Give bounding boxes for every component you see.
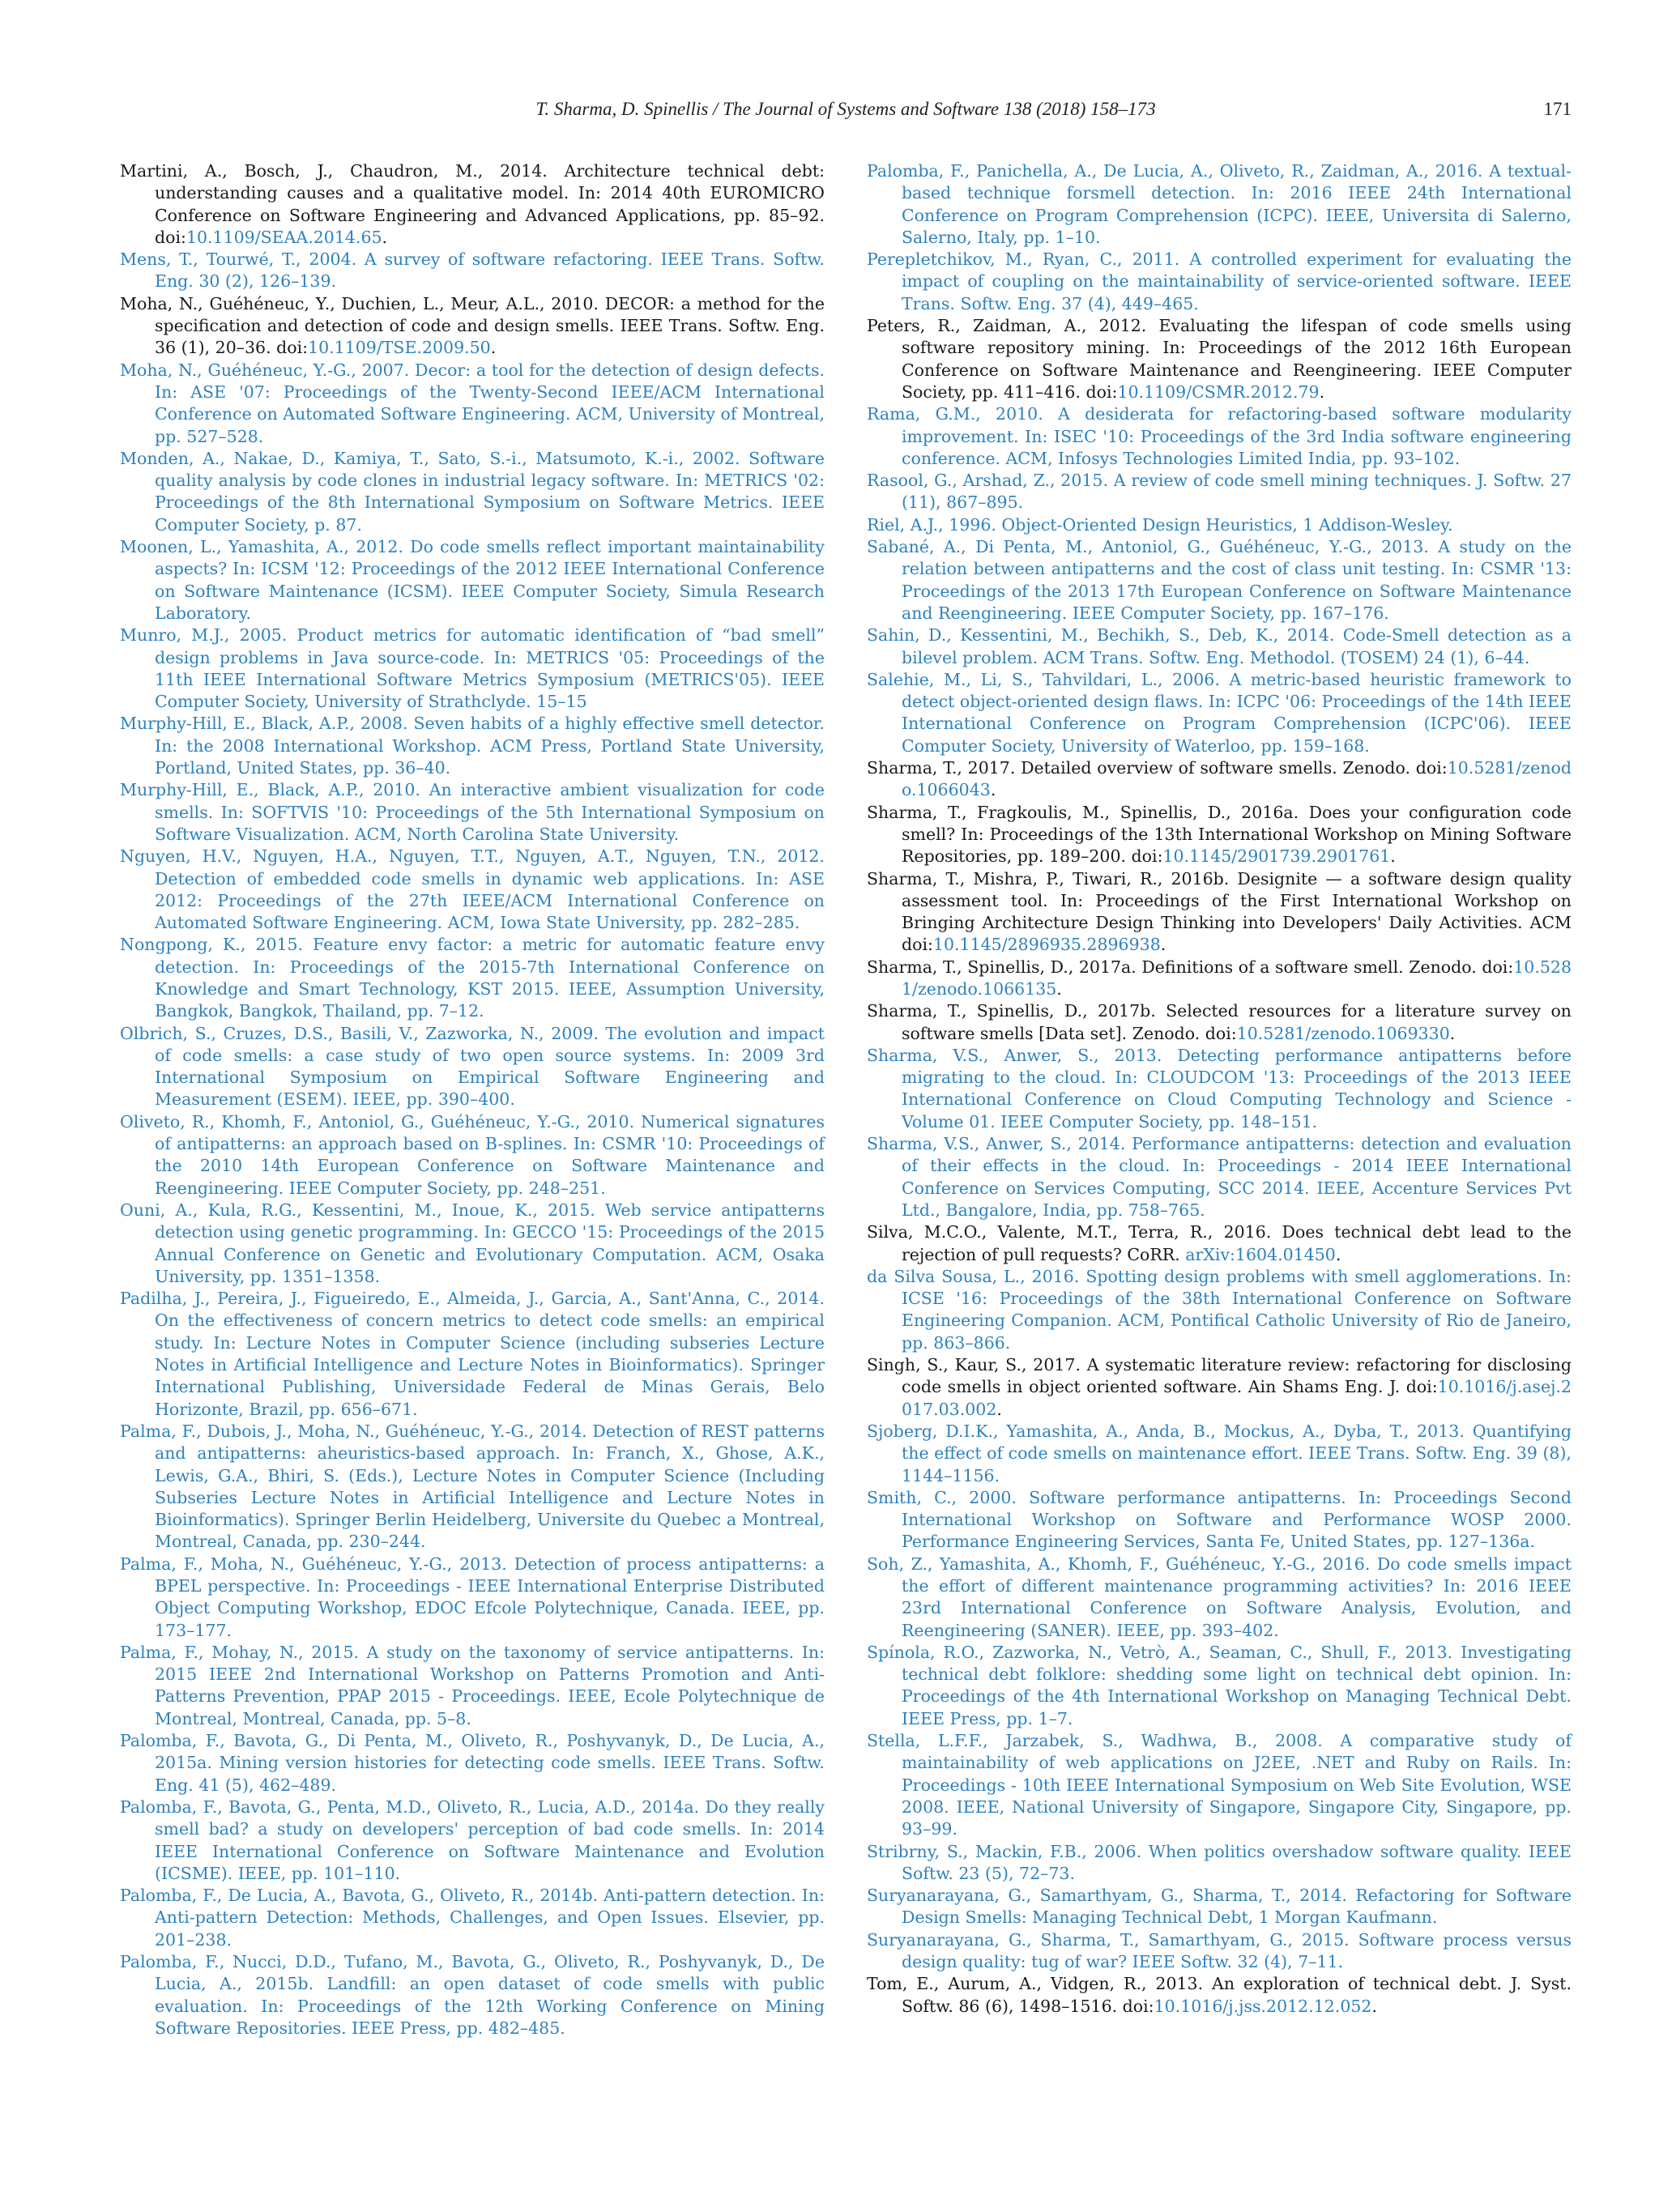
reference-text: Sharma, V.S., Anwer, S., 2013. Detecting performance antipatterns before migrating to the cloud. In: CLOUDCOM '13: Proceedings of the 2013 IEEE International Conference on Cloud Computing Technology and Science - Volume 01. IEEE Computer Society, pp. 148–151. bbox=[867, 1045, 1572, 1132]
reference-entry bbox=[867, 1973, 1572, 2018]
reference-text: Soh, Z., Yamashita, A., Khomh, F., Guéhéneuc, Y.-G., 2016. Do code smells impact the effort of different maintenance programming activities? In: 2016 IEEE 23rd International Conference on Software Analysis, Evolution, and Reengineering (SANER). IEEE, pp. 393–402. bbox=[867, 1554, 1572, 1640]
reference-text: Ouni, A., Kula, R.G., Kessentini, M., Inoue, K., 2015. Web service antipatterns detection using genetic programming. In: GECCO '15: Proceedings of the 2015 Annual Conference on Genetic and Evolutionary Computation. ACM, Osaka University, pp. 1351–1358. bbox=[120, 1200, 825, 1286]
doi-link[interactable]: 10.5281/zenodo.1066043 bbox=[902, 758, 1572, 800]
reference-entry bbox=[867, 868, 1572, 957]
reference-entry bbox=[120, 160, 825, 249]
reference-entry bbox=[867, 1000, 1572, 1045]
reference-text: Sharma, T., 2017. Detailed overview of software smells. Zenodo. doi: bbox=[867, 758, 1448, 778]
reference-text: Olbrich, S., Cruzes, D.S., Basili, V., Zazworka, N., 2009. The evolution and impact of code smells: a case study of two open source systems. In: 2009 3rd International Symposium on Empirical Software Engineering and Measurement (ESEM). IEEE, pp. 390–400. bbox=[120, 1023, 825, 1110]
doi-link[interactable]: 10.1109/CSMR.2012.79 bbox=[1117, 381, 1320, 402]
doi-link[interactable]: 10.1109/TSE.2009.50 bbox=[308, 338, 491, 358]
doi-link[interactable]: arXiv:1604.01450 bbox=[1185, 1244, 1336, 1264]
reference-entry[interactable] bbox=[867, 514, 1572, 536]
reference-text: Moha, N., Guéhéneuc, Y., Duchien, L., Meur, A.L., 2010. DECOR: a method for the specification and detection of code and design smells. IEEE Trans. Softw. Eng. 36 (1), 20–36. doi: bbox=[120, 293, 825, 358]
reference-tail: . bbox=[1371, 1996, 1378, 2016]
reference-tail: . bbox=[1335, 1244, 1341, 1264]
reference-text: Palomba, F., Nucci, D.D., Tufano, M., Bavota, G., Oliveto, R., Poshyvanyk, D., De Lucia, A., 2015b. Landfill: an open dataset of code smells with public evaluation. In: Proceedings of the 12th Working Conference on Mining Software Repositories. IEEE Press, pp. 482–485. bbox=[120, 1952, 825, 2038]
reference-text: Sabané, A., Di Penta, M., Antoniol, G., Guéhéneuc, Y.-G., 2013. A study on the relation between antipatterns and the cost of class unit testing. In: CSMR '13: Proceedings of the 2013 17th European Conference on Software Maintenance and Reengineering. IEEE Computer Society, pp. 167–176. bbox=[867, 537, 1572, 623]
reference-entry[interactable] bbox=[120, 1730, 825, 1796]
reference-text: Sharma, T., Spinellis, D., 2017b. Selected resources for a literature survey on software smells [Data set]. Zenodo. doi: bbox=[867, 1001, 1572, 1043]
reference-text: Palomba, F., De Lucia, A., Bavota, G., Oliveto, R., 2014b. Anti-pattern detection. In: Anti-pattern Detection: Methods, Challenges, and Open Issues. Elsevier, pp. 201–238. bbox=[120, 1886, 825, 1950]
reference-text: Perepletchikov, M., Ryan, C., 2011. A controlled experiment for evaluating the impact of coupling on the maintainability of service-oriented software. IEEE Trans. Softw. Eng. 37 (4), 449–465. bbox=[867, 249, 1572, 313]
reference-entry[interactable] bbox=[120, 1111, 825, 1200]
reference-text: Silva, M.C.O., Valente, M.T., Terra, R., 2016. Does technical debt lead to the rejection of pull requests? CoRR. bbox=[867, 1222, 1572, 1264]
reference-entry[interactable] bbox=[120, 1023, 825, 1111]
reference-entry[interactable] bbox=[120, 1288, 825, 1421]
references-left-column bbox=[120, 160, 825, 2039]
reference-entry[interactable] bbox=[120, 448, 825, 536]
page-number: 171 bbox=[1543, 99, 1572, 119]
reference-text: Sahin, D., Kessentini, M., Bechikh, S., Deb, K., 2014. Code-Smell detection as a bilevel problem. ACM Trans. Softw. Eng. Methodol. (TOSEM) 24 (1), 6–44. bbox=[867, 625, 1572, 667]
doi-link[interactable]: 10.1145/2901739.2901761 bbox=[1162, 846, 1391, 867]
reference-text: Murphy-Hill, E., Black, A.P., 2008. Seven habits of a highly effective smell detector. In: the 2008 International Workshop. ACM Press, Portland State University, Portland, United States, pp. 36–40. bbox=[120, 714, 825, 778]
reference-text: Nguyen, H.V., Nguyen, H.A., Nguyen, T.T., Nguyen, A.T., Nguyen, T.N., 2012. Detection of embedded code smells in dynamic web applications. In: ASE 2012: Proceedings of the 27th IEEE/ACM International Conference on Automated Software Engineering. ACM, Iowa State University, pp. 282–285. bbox=[120, 846, 825, 933]
reference-text: Stribrny, S., Mackin, F.B., 2006. When politics overshadow software quality. IEEE Softw. 23 (5), 72–73. bbox=[867, 1841, 1572, 1883]
reference-text: Rama, G.M., 2010. A desiderata for refactoring-based software modularity improvement. In: ISEC '10: Proceedings of the 3rd India software engineering conference. ACM, Infosys Technologies Limited India, pp. 93–102. bbox=[867, 404, 1572, 468]
reference-entry bbox=[867, 315, 1572, 403]
reference-entry[interactable] bbox=[120, 1554, 825, 1642]
reference-entry[interactable] bbox=[120, 536, 825, 624]
reference-tail: . bbox=[382, 227, 388, 247]
doi-link[interactable]: 10.1016/j.jss.2012.12.052 bbox=[1154, 1996, 1372, 2016]
doi-link[interactable]: 10.5281/zenodo.1066135 bbox=[902, 957, 1572, 999]
reference-text: Padilha, J., Pereira, J., Figueiredo, E., Almeida, J., Garcia, A., Sant'Anna, C., 2014. On the effectiveness of concern metrics to detect code smells: an empirical study. In: Lecture Notes in Computer Science (including subseries Lecture Notes in Artificial Intelligence and Lecture Notes in Bioinformatics). Springer International Publishing, Universidade Federal de Minas Gerais, Belo Horizonte, Brazil, pp. 656–671. bbox=[120, 1289, 825, 1419]
reference-entry[interactable] bbox=[867, 536, 1572, 624]
reference-text: Sharma, T., Mishra, P., Tiwari, R., 2016b. Designite — a software design quality assessment tool. In: Proceedings of the First International Workshop on Bringing Architecture Design Thinking into Developers' Daily Activities. ACM doi: bbox=[867, 868, 1572, 955]
reference-tail: . bbox=[1449, 1023, 1456, 1043]
reference-text: Monden, A., Nakae, D., Kamiya, T., Sato, S.-i., Matsumoto, K.-i., 2002. Software quality analysis by code clones in industrial legacy software. In: METRICS '02: Proceedings of the 8th International Symposium on Software Metrics. IEEE Computer Society, p. 87. bbox=[120, 448, 825, 535]
reference-text: Sharma, T., Spinellis, D., 2017a. Definitions of a software smell. Zenodo. doi: bbox=[867, 957, 1514, 977]
reference-entry[interactable] bbox=[867, 249, 1572, 315]
references-right-column bbox=[867, 160, 1572, 2018]
reference-entry[interactable] bbox=[120, 846, 825, 934]
reference-tail: . bbox=[490, 338, 497, 358]
reference-text: Suryanarayana, G., Samarthyam, G., Sharma, T., 2014. Refactoring for Software Design Smells: Managing Technical Debt, 1 Morgan Kaufmann. bbox=[867, 1886, 1572, 1928]
page-header bbox=[120, 99, 1572, 126]
reference-tail: . bbox=[996, 1399, 1002, 1419]
doi-link[interactable]: 10.5281/zenodo.1069330 bbox=[1236, 1023, 1450, 1043]
reference-text: da Silva Sousa, L., 2016. Spotting design problems with smell agglomerations. In: ICSE '16: Proceedings of the 38th International Conference on Software Engineering Companion. ACM, Pontifical Catholic University of Rio de Janeiro, pp. 863–866. bbox=[867, 1266, 1572, 1353]
reference-entry[interactable] bbox=[867, 1133, 1572, 1221]
reference-entry bbox=[867, 957, 1572, 1001]
reference-entry[interactable] bbox=[867, 624, 1572, 669]
reference-tail: . bbox=[990, 780, 996, 800]
reference-text: Munro, M.J., 2005. Product metrics for automatic identification of “bad smell” design problems in Java source-code. In: METRICS '05: Proceedings of the 11th IEEE International Software Metrics Symposium (METRICS'05). IEEE Computer Society, University of Strathclyde. 15–15 bbox=[120, 625, 825, 712]
reference-entry[interactable] bbox=[120, 934, 825, 1022]
doi-link[interactable]: 10.1145/2896935.2896938 bbox=[932, 935, 1161, 955]
reference-entry[interactable] bbox=[867, 1642, 1572, 1730]
reference-entry[interactable] bbox=[120, 779, 825, 846]
running-header: T. Sharma, D. Spinellis / The Journal of Systems and Software 138 (2018) 158–173 bbox=[535, 99, 1156, 119]
reference-text: Spínola, R.O., Zazworka, N., Vetrò, A., Seaman, C., Shull, F., 2013. Investigating technical debt folklore: shedding some light on technical debt opinion. In: Proceedings of the 4th International Workshop on Managing Technical Debt. IEEE Press, pp. 1–7. bbox=[867, 1642, 1572, 1728]
reference-text: Sharma, V.S., Anwer, S., 2014. Performance antipatterns: detection and evaluation of their effects in the cloud. In: Proceedings - 2014 IEEE International Conference on Services Computing, SCC 2014. IEEE, Accenture Services Pvt Ltd., Bangalore, India, pp. 758–765. bbox=[867, 1134, 1572, 1220]
reference-text: Rasool, G., Arshad, Z., 2015. A review of code smell mining techniques. J. Softw. 27 (11), 867–895. bbox=[867, 471, 1572, 513]
reference-text: Palomba, F., Panichella, A., De Lucia, A., Oliveto, R., Zaidman, A., 2016. A textual-based technique forsmell detection. In: 2016 IEEE 24th International Conference on Program Comprehension (ICPC). IEEE, Universita di Salerno, Salerno, Italy, pp. 1–10. bbox=[867, 161, 1572, 247]
reference-entry[interactable] bbox=[867, 1885, 1572, 1929]
reference-text: Salehie, M., Li, S., Tahvildari, L., 2006. A metric-based heuristic framework to detect object-oriented design flaws. In: ICPC '06: Proceedings of the 14th IEEE International Conference on Program Comprehension (ICPC'06). IEEE Computer Society, University of Waterloo, pp. 159–168. bbox=[867, 669, 1572, 756]
reference-entry[interactable] bbox=[867, 1266, 1572, 1354]
reference-entry bbox=[867, 802, 1572, 868]
reference-entry[interactable] bbox=[867, 470, 1572, 514]
reference-entry bbox=[867, 1354, 1572, 1421]
reference-entry[interactable] bbox=[867, 1045, 1572, 1133]
reference-text: Murphy-Hill, E., Black, A.P., 2010. An interactive ambient visualization for code smells. In: SOFTVIS '10: Proceedings of the 5th International Symposium on Software Visualization. ACM, North Carolina State University. bbox=[120, 780, 825, 844]
reference-text: Peters, R., Zaidman, A., 2012. Evaluating the lifespan of code smells using software repository mining. In: Proceedings of the 2012 16th European Conference on Software Maintenance and Reengineering. IEEE Computer Society, pp. 411–416. doi: bbox=[867, 316, 1572, 402]
reference-tail: . bbox=[1319, 381, 1325, 402]
reference-text: Palomba, F., Bavota, G., Penta, M.D., Oliveto, R., Lucia, A.D., 2014a. Do they really smell bad? a study on developers' perception of bad code smells. In: 2014 IEEE International Conference on Software Maintenance and Evolution (ICSME). IEEE, pp. 101–110. bbox=[120, 1796, 825, 1883]
reference-entry bbox=[867, 757, 1572, 802]
reference-tail: . bbox=[1056, 978, 1062, 999]
reference-text: Sjoberg, D.I.K., Yamashita, A., Anda, B., Mockus, A., Dyba, T., 2013. Quantifying the effect of code smells on maintenance effort. IEEE Trans. Softw. Eng. 39 (8), 1144–1156. bbox=[867, 1421, 1572, 1485]
reference-text: Palma, F., Dubois, J., Moha, N., Guéhéneuc, Y.-G., 2014. Detection of REST patterns and antipatterns: aheuristics-based approach. In: Franch, X., Ghose, A.K., Lewis, G.A., Bhiri, S. (Eds.), Lecture Notes in Computer Science (Including Subseries Lecture Notes in Artificial Intelligence and Lecture Notes in Bioinformatics). Springer Berlin Heidelberg, Universite du Quebec a Montreal, Montreal, Canada, pp. 230–244. bbox=[120, 1421, 825, 1552]
reference-text: Nongpong, K., 2015. Feature envy factor: a metric for automatic feature envy detection. In: Proceedings of the 2015-7th International Conference on Knowledge and Smart Technology, KST 2015. IEEE, Assumption University, Bangkok, Bangkok, Thailand, pp. 7–12. bbox=[120, 935, 825, 1021]
reference-text: Suryanarayana, G., Sharma, T., Samarthyam, G., 2015. Software process versus design quality: tug of war? IEEE Softw. 32 (4), 7–11. bbox=[867, 1929, 1572, 1972]
reference-entry[interactable] bbox=[120, 1421, 825, 1554]
reference-entry[interactable] bbox=[120, 1885, 825, 1951]
reference-entry[interactable] bbox=[867, 160, 1572, 249]
reference-text: Stella, L.F.F., Jarzabek, S., Wadhwa, B., 2008. A comparative study of maintainability of web applications on J2EE, .NET and Ruby on Rails. In: Proceedings - 10th IEEE International Symposium on Web Site Evolution, WSE 2008. IEEE, National University of Singapore, Singapore City, Singapore, pp. 93–99. bbox=[867, 1731, 1572, 1839]
reference-entry[interactable] bbox=[120, 1200, 825, 1288]
reference-text: Tom, E., Aurum, A., Vidgen, R., 2013. An exploration of technical debt. J. Syst. Softw. 86 (6), 1498–1516. doi: bbox=[867, 1974, 1572, 2016]
reference-entry[interactable] bbox=[867, 1929, 1572, 1974]
reference-text: Moha, N., Guéhéneuc, Y.-G., 2007. Decor: a tool for the detection of design defects. In: ASE '07: Proceedings of the Twenty-Second IEEE/ACM International Conference on Automated Software Engineering. ACM, University of Montreal, pp. 527–528. bbox=[120, 360, 825, 446]
reference-entry[interactable] bbox=[120, 1951, 825, 2039]
reference-text: Moonen, L., Yamashita, A., 2012. Do code smells reflect important maintainability aspects? In: ICSM '12: Proceedings of the 2012 IEEE International Conference on Software Maintenance (ICSM). IEEE Computer Society, Simula Research Laboratory. bbox=[120, 537, 825, 623]
reference-entry[interactable] bbox=[120, 249, 825, 293]
reference-entry[interactable] bbox=[120, 1796, 825, 1885]
reference-text: Palma, F., Moha, N., Guéhéneuc, Y.-G., 2013. Detection of process antipatterns: a BPEL perspective. In: Proceedings - IEEE International Enterprise Distributed Object Computing Workshop, EDOC Efcole Polytechnique, Canada. IEEE, pp. 173–177. bbox=[120, 1554, 825, 1640]
reference-text: Sharma, T., Fragkoulis, M., Spinellis, D., 2016a. Does your configuration code smell? In: Proceedings of the 13th International Workshop on Mining Software Repositories, pp. 189–200. doi: bbox=[867, 802, 1572, 867]
reference-text: Mens, T., Tourwé, T., 2004. A survey of software refactoring. IEEE Trans. Softw. Eng. 30 (2), 126–139. bbox=[120, 249, 825, 292]
reference-text: Palomba, F., Bavota, G., Di Penta, M., Oliveto, R., Poshyvanyk, D., De Lucia, A., 2015a. Mining version histories for detecting code smells. IEEE Trans. Softw. Eng. 41 (5), 462–489. bbox=[120, 1731, 825, 1795]
reference-text: Smith, C., 2000. Software performance antipatterns. In: Proceedings Second International Workshop on Software and Performance WOSP 2000. Performance Engineering Services, Santa Fe, United States, pp. 127–136a. bbox=[867, 1487, 1572, 1552]
reference-tail: . bbox=[1390, 846, 1396, 867]
reference-entry[interactable] bbox=[867, 1730, 1572, 1840]
reference-entry[interactable] bbox=[867, 1554, 1572, 1642]
reference-text: Martini, A., Bosch, J., Chaudron, M., 2014. Architecture technical debt: understanding causes and a qualitative model. In: 2014 40th EUROMICRO Conference on Software Engineering and Advanced Applications, pp. 85–92. doi: bbox=[120, 161, 825, 247]
reference-entry[interactable] bbox=[120, 624, 825, 713]
doi-link[interactable]: 10.1016/j.asej.2017.03.002 bbox=[902, 1377, 1572, 1419]
reference-entry[interactable] bbox=[867, 669, 1572, 757]
reference-entry[interactable] bbox=[867, 1421, 1572, 1487]
reference-text: Palma, F., Mohay, N., 2015. A study on the taxonomy of service antipatterns. In: 2015 IEEE 2nd International Workshop on Patterns Promotion and Anti-Patterns Prevention, PPAP 2015 - Proceedings. IEEE, Ecole Polytechnique de Montreal, Montreal, Canada, pp. 5–8. bbox=[120, 1642, 825, 1728]
reference-entry[interactable] bbox=[120, 360, 825, 448]
reference-entry bbox=[867, 1221, 1572, 1266]
reference-text: Oliveto, R., Khomh, F., Antoniol, G., Guéhéneuc, Y.-G., 2010. Numerical signatures of antipatterns: an approach based on B-splines. In: CSMR '10: Proceedings of the 2010 14th European Conference on Software Maintenance and Reengineering. IEEE Computer Society, pp. 248–251. bbox=[120, 1111, 825, 1198]
doi-link[interactable]: 10.1109/SEAA.2014.65 bbox=[186, 227, 382, 247]
reference-text: Singh, S., Kaur, S., 2017. A systematic literature review: refactoring for disclosing code smells in object oriented software. Ain Shams Eng. J. doi: bbox=[867, 1355, 1572, 1397]
reference-entry bbox=[120, 293, 825, 360]
reference-tail: . bbox=[1160, 935, 1166, 955]
reference-text: Riel, A.J., 1996. Object-Oriented Design Heuristics, 1 Addison-Wesley. bbox=[867, 514, 1453, 535]
reference-entry[interactable] bbox=[120, 713, 825, 779]
reference-entry[interactable] bbox=[867, 1841, 1572, 1886]
reference-entry[interactable] bbox=[867, 1487, 1572, 1554]
reference-entry[interactable] bbox=[867, 403, 1572, 470]
reference-entry[interactable] bbox=[120, 1642, 825, 1730]
